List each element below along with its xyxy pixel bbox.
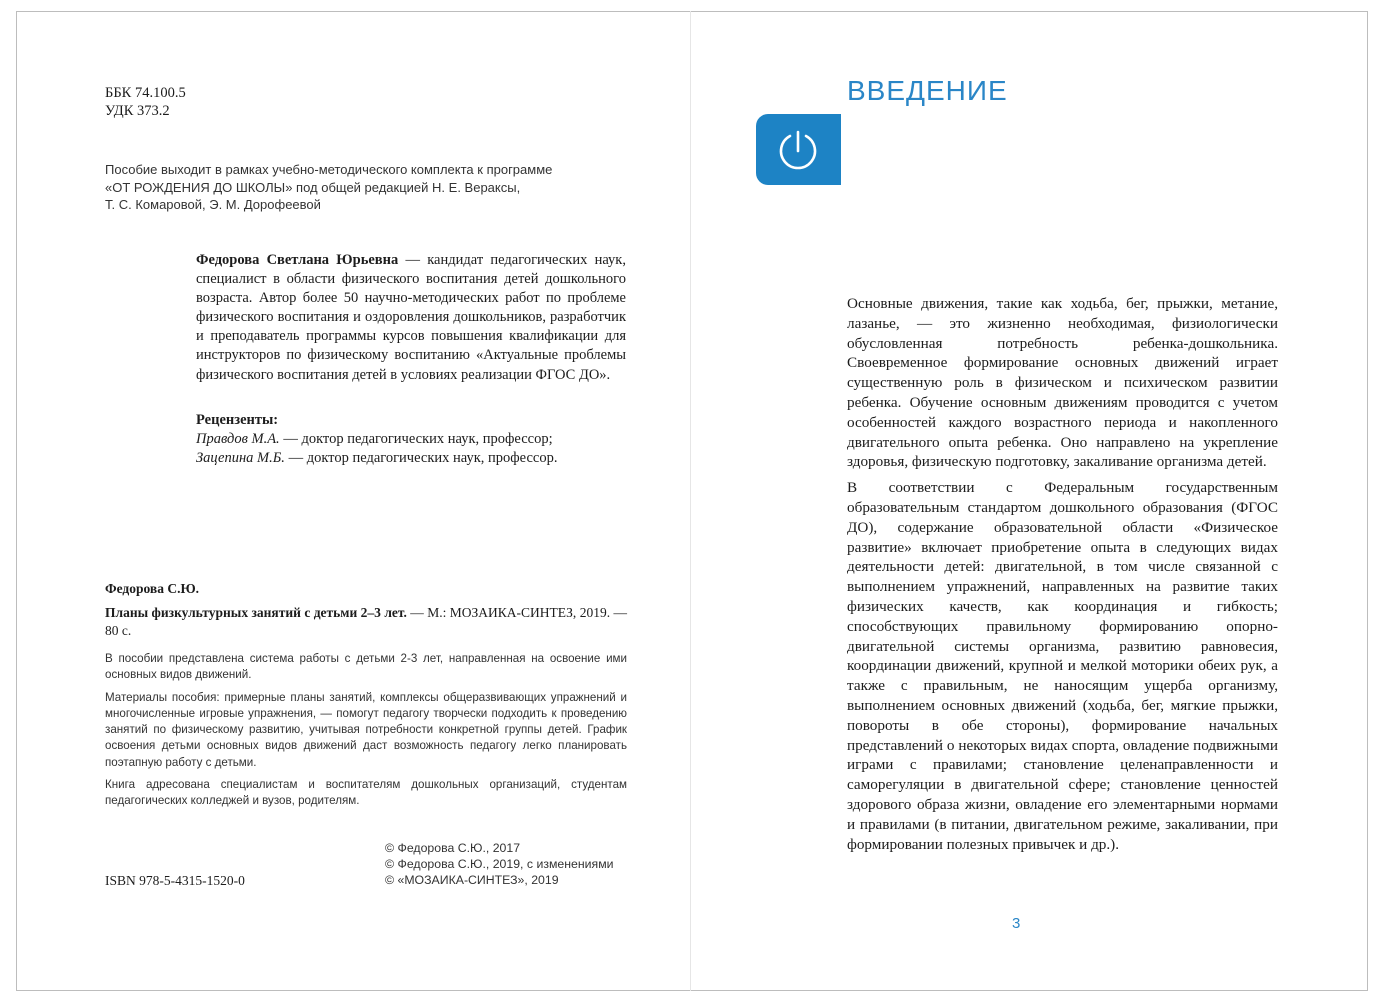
abstract-paragraph: Книга адресована специалистам и воспитателям дошкольных организаций, студентам педагогических колледжей и вузов, родителям. [105,778,627,808]
reviewer-name: Правдов М.А. [196,431,280,447]
chapter-title: ВВЕДЕНИЕ [847,75,1008,106]
series-note [105,161,630,214]
reviewer-role: — доктор педагогических наук, профессор. [284,450,558,466]
reviewer [196,449,626,468]
isbn: ISBN 978-5-4315-1520-0 [105,873,245,888]
reviewers-heading: Рецензенты: [196,412,279,428]
intro-body [847,294,1278,854]
series-note-line: Пособие выходит в рамках учебно-методического комплекта к программе [105,162,553,177]
biblio-author: Федорова С.Ю. [105,581,200,596]
classification-codes [105,84,186,120]
bibliographic-record [105,580,627,810]
reviewers-block [196,411,626,468]
copyright-line: © Федорова С.Ю., 2017 [385,841,521,855]
reviewer-role: — доктор педагогических наук, профессор; [279,431,553,447]
abstract-paragraph: Материалы пособия: примерные планы занятий, комплексы общеразвивающих упражнений и многочисленные игровые упражнения, — помогут педагогу творчески подходить к проведению занятий по физическому развитию, учитывая потребности конкретной группы детей. График освоения детьми основных видов движений даст возможность педагогу легко планировать поэтапную работу с детьми. [105,690,627,769]
abstract-paragraph: В пособии представлена система работы с детьми 2-3 лет, направленная на освоение ими основных видов движений. [105,652,627,682]
copyright-line: © Федорова С.Ю., 2019, с изменениями [385,857,614,871]
author-bio-text: — кандидат педагогических наук, специалист в области физического воспитания детей дошкольного возраста. Автор более 50 научно-методических работ по проблеме физического воспитания и оздоровления дошкольников, разработчик и преподаватель программы курсов повышения квалификации для инструкторов по физическому воспитанию «Актуальные проблемы физического воспитания детей в условиях реализации ФГОС ДО». [196,252,626,383]
series-note-line: Т. С. Комаровой, Э. М. Дорофеевой [105,197,321,212]
biblio-book-title: Планы физкультурных занятий с детьми 2–3 лет. [105,605,407,620]
reviewer-name: Зацепина М.Б. [196,450,285,466]
copyright-line: © «МОЗАИКА-СИНТЕЗ», 2019 [385,873,559,887]
copyright-block [385,840,614,888]
biblio-publisher: — М.: МОЗАИКА-СИНТЕЗ, 2019. — 80 с. [105,605,627,638]
series-note-line: «ОТ РОЖДЕНИЯ ДО ШКОЛЫ» под общей редакцией Н. Е. Вераксы, [105,179,521,195]
intro-paragraph: В соответствии с Федеральным государственным образовательным стандартом дошкольного образования (ФГОС ДО), содержание образовательной области «Физическое развитие» включает приобретение опыта в следующих видах деятельности детей: двигательной, в том числе связанной с выполнением упражнений, направленных на развитие таких физических качеств, как координация и гибкость; способствующих правильному формированию опорно-двигательной системы организма, развитию равновесия, координации движений, крупной и мелкой моторики обеих рук, а также с правильным, не наносящим ущерба организму, выполнением основных движений (ходьба, бег, мягкие прыжки, повороты в обе стороны), формирование начальных представлений о некоторых видах спорта, овладение подвижными играми с правилами; становление целенаправленности и саморегуляции в двигательной сфере; становление ценностей здорового образа жизни, овладение его элементарными нормами и правилами (в питании, двигательном режиме, закаливании, при формировании полезных привычек и др.). [847,479,1278,853]
author-bio [196,251,626,385]
page-number: 3 [1012,915,1021,932]
biblio-title [105,604,627,640]
author-name: Федорова Светлана Юрьевна [196,252,399,268]
chapter-icon-tab [756,114,841,185]
reviewer [196,430,626,449]
intro-paragraph: Основные движения, такие как ходьба, бег, прыжки, метание, лазанье, — это жизненно необходимая, физиологически обусловленная потребность ребенка-дошкольника. Своевременное формирование основных движений играет существенную роль в физическом и психическом развитии ребенка. Обучение основным движениям проводится с учетом особенностей каждого возрастного периода и накопленного двигательного опыта ребенка. Оно направлено на укрепление здоровья, физическую подготовку, закаливание организма детей. [847,295,1278,471]
bbk-code: ББК 74.100.5 [105,85,186,101]
page-gutter [690,11,691,991]
udk-code: УДК 373.2 [105,103,170,119]
power-icon [775,127,821,173]
